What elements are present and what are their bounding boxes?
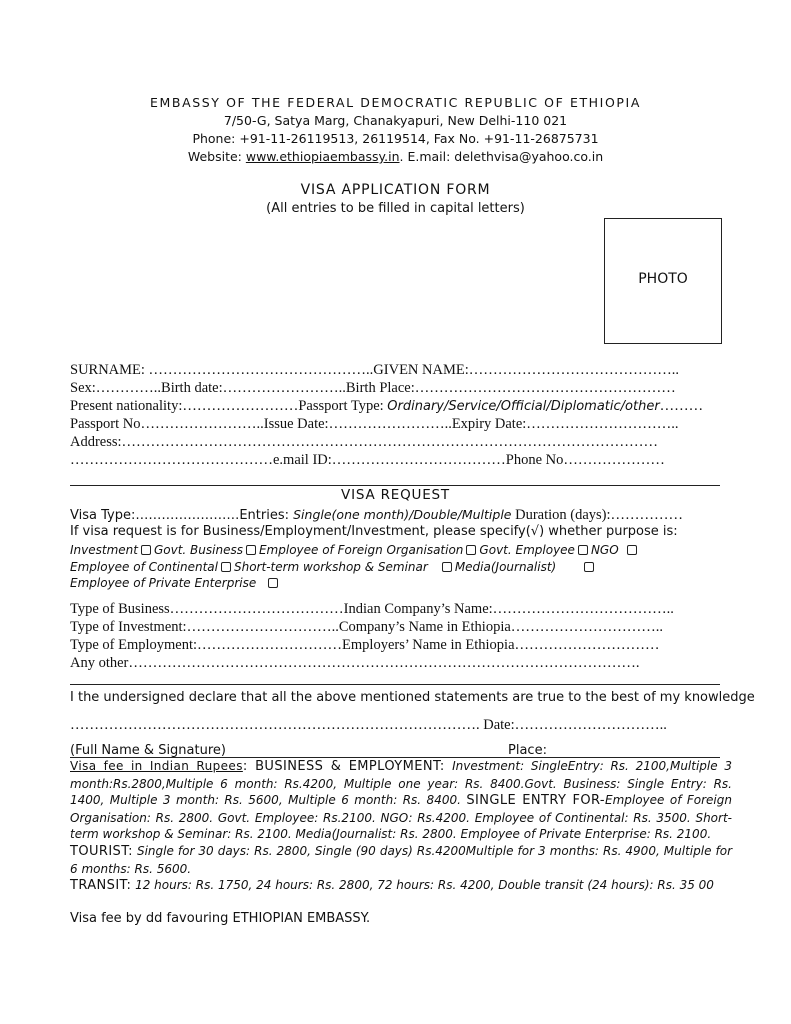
visa-fee-block: Visa fee in Indian Rupees: BUSINESS & EMPLOYMENT: Investment: SingleEntry: Rs. 2100,Multiple 3 month:Rs.2800,Multiple 6 month: Rs.4200, Multiple one year: Rs. 8400.Govt. Business: Single Entry: Rs. 1400, Multiple 3 month: Rs. 5600, Multiple 6 month: Rs. 8400. SINGLE ENTRY FOR-Employee of Foreign Organisation: Rs. 2800. Govt. Employee: Rs.2100. NGO: Rs.4200. Employee of Continental: Rs. 3500. Short-term workshop & Seminar: Rs. 2100. Media(Journalist: Rs. 2800. Employee of Private Enterprise: Rs. 2100. TOURIST: Single for 30 days: Rs. 2800, Single (90 days) Rs.4200Multiple for 3 months: Rs. 4900, Multiple for 6 months: Rs. 5600. TRANSIT: 12 hours: Rs. 1750, 24 hours: Rs. 2800, 72 hours: Rs. 4200, Double transit (24 hours): Rs. 35 00 (70, 759, 732, 894)
option-foreign-org: Employee of Foreign Organisation (258, 543, 464, 557)
checkbox-investment[interactable] (141, 545, 151, 555)
option-media: Media(Journalist) (454, 560, 557, 574)
purpose-options-line1 (70, 542, 640, 559)
visa-type-row[interactable] (70, 506, 683, 524)
visa-request-heading: VISA REQUEST (341, 487, 450, 503)
website-link[interactable]: www.ethiopiaembassy.in (245, 149, 400, 164)
employment-type-row[interactable]: Type of Employment:…………………………Employers’ Name in Ethiopia………………………… (70, 637, 660, 653)
business-heading: BUSINESS & EMPLOYMENT (255, 759, 440, 774)
checkbox-private-enterprise[interactable] (268, 578, 278, 588)
entries-options: Single(one month)/Double/Multiple (293, 507, 512, 522)
nationality-passport-type-row[interactable] (70, 398, 703, 415)
fee-label: Visa fee in Indian Rupees (70, 759, 243, 773)
option-govt-employee: Govt. Employee (479, 543, 575, 557)
checkbox-govt-employee[interactable] (578, 545, 588, 555)
signature-label: (Full Name & Signature) (70, 743, 226, 758)
tourist-fees: Single for 30 days: Rs. 2800, Single (90 days) Rs.4200Multiple for 3 months: Rs. 4900, Multiple for 6 months: Rs. 5600. (70, 843, 732, 876)
any-other-row[interactable]: Any other……………………………………………………………………………………………. (70, 655, 640, 671)
option-continental: Employee of Continental (70, 560, 218, 574)
signature-date-row[interactable]: …………………………………………………………………………. Date:………………………….. (70, 717, 667, 733)
declaration-divider (70, 684, 720, 685)
embassy-phone: Phone: +91-11-26119513, 26119514, Fax No. +91-11-26875731 (192, 131, 599, 146)
checkbox-media[interactable] (584, 562, 594, 572)
checkbox-foreign-org[interactable] (466, 545, 476, 555)
passport-dates-row[interactable]: Passport No……………………..Issue Date:……………………..Expiry Date:………………………….. (70, 416, 679, 432)
option-investment: Investment (70, 543, 138, 557)
dd-note: Visa fee by dd favouring ETHIOPIAN EMBASSY. (70, 911, 371, 926)
section-divider (70, 485, 720, 486)
declaration-text: I the undersigned declare that all the above mentioned statements are true to the best of my knowledge (70, 690, 755, 705)
option-private-enterprise: Employee of Private Enterprise (70, 576, 257, 590)
option-workshop: Short-term workshop & Seminar (233, 560, 428, 574)
form-title: VISA APPLICATION FORM (300, 182, 491, 198)
sex-birth-row[interactable]: Sex:…………..Birth date:……………………..Birth Place:……………………………………………… (70, 380, 676, 396)
transit-fees: 12 hours: Rs. 1750, 24 hours: Rs. 2800, 72 hours: Rs. 4200, Double transit (24 hours): Rs. 35 00 (135, 878, 714, 893)
business-type-row[interactable]: Type of Business………………………………Indian Company’s Name:……………………………….. (70, 601, 674, 617)
embassy-address: 7/50-G, Satya Marg, Chanakyapuri, New Delhi-110 021 (223, 113, 568, 128)
embassy-contact (0, 148, 791, 166)
checkbox-workshop[interactable] (442, 562, 452, 572)
purpose-options-line3 (70, 575, 281, 592)
duration-label: Duration (days):…………… (511, 507, 684, 523)
embassy-name: EMBASSY OF THE FEDERAL DEMOCRATIC REPUBLIC OF ETHIOPIA (150, 95, 641, 110)
signature-place-row (70, 742, 720, 758)
address-row[interactable]: Address:………………………………………………………………………………………………… (70, 434, 659, 450)
option-govt-business: Govt. Business (153, 543, 243, 557)
place-label: Place: (508, 743, 547, 758)
photo-label: PHOTO (638, 271, 688, 287)
tourist-heading: TOURIST: (70, 843, 133, 859)
surname-given-name-row[interactable]: SURNAME: ………………………………………..GIVEN NAME:…………………………………….. (70, 362, 679, 378)
visa-type-label: Visa Type:……………………Entries: (70, 508, 294, 523)
email-text: . E.mail: delethvisa@yahoo.co.in (399, 149, 604, 164)
form-subtitle: (All entries to be filled in capital letters) (266, 201, 525, 216)
checkbox-ngo[interactable] (627, 545, 637, 555)
single-entry-fees: Employee of Foreign Organisation: Rs. 2800. Govt. Employee: Rs.2100. NGO: Rs.4200. Employee of Continental: Rs. 3500. Short-term workshop & Seminar: Rs. 2100. Media(Journalist: Rs. 2800. Employee of Private Enterprise: Rs. 2100. (70, 793, 732, 842)
purpose-instruction: If visa request is for Business/Employment/Investment, please specify(√) whether purpose is: (70, 524, 678, 539)
single-entry-heading: SINGLE ENTRY FOR- (466, 793, 605, 809)
investment-type-row[interactable]: Type of Investment:…………………………..Company’s Name in Ethiopia………………………….. (70, 619, 664, 635)
checkbox-continental[interactable] (221, 562, 231, 572)
checkbox-govt-business[interactable] (246, 545, 256, 555)
business-fees: Investment: SingleEntry: Rs. 2100,Multiple 3 month:Rs.2800,Multiple 6 month: Rs.4200, Multiple one year: Rs. 8400.Govt. Business: Single Entry: Rs. 1400, Multiple 3 month: Rs. 5600, Multiple 6 month: Rs. 8400. (70, 759, 732, 808)
option-ngo: NGO (590, 543, 619, 557)
passport-type-dots: ……… (659, 398, 704, 414)
nationality-label: Present nationality:……………………Passport Type: (70, 398, 388, 414)
passport-type-options: Ordinary/Service/Official/Diplomatic/other (387, 399, 660, 414)
transit-heading: TRANSIT: (70, 878, 132, 894)
email-phone-row[interactable]: ……………………………………e.mail ID:………………………………Phone No………………… (70, 452, 665, 468)
purpose-options-line2 (70, 559, 597, 576)
photo-box[interactable] (604, 218, 722, 344)
website-prefix: Website: (187, 149, 246, 164)
